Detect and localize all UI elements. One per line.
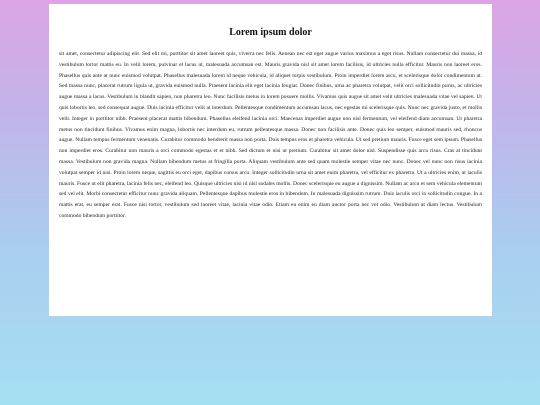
document-page	[49, 4, 492, 316]
document-title: Lorem ipsum dolor	[229, 27, 312, 38]
document-body: sit amet, consectetur adipiscing elit. Sed elit mi, porttitor sit amet laoreet quis, viverra nec felis. Aenean nec est eget augue varius maximus a eget risus. Nullam consectetur dui massa, id vestibulum tortor mattis eu. In velit lorem, pulvinar et lacus ut, malesuada accumsan est. Mauris gravida nisl sit amet lorem facilisis, id ultricies nulla efficitur. Mauris non laoreet eros. Phasellus quis ante at nunc euismod volutpat. Phasellus malesuada lorem id neque vehicula, id aliquet turpis vestibulum. Proin imperdiet lorem arcu, et scelerisque dolor condimentum at. Sed massa nunc, placerat rutrum ligula ut, gravida euismod nulla. Praesent lacinia elit eget lacinia feugiat. Donec finibus, urna ac pharetra volutpat, velit orci sollicitudin purus, ac ultricies augue massa a lacus. Vestibulum in blandit sapien, non pharetra leo. Nunc facilisis metus in lorem posuere mollis. Vivamus quis augue sit amet velit ultricies malesuada vitae vel sapien. Ut quis lobortis leo, sed consequat augue. Duis lacinia efficitur velit at interdum. Pellentesque condimentum accumsan lacus, nec egestas mi scelerisque quis. Nunc nec gravida justo, et mollis velit. Integer in porttitor nibh. Praesent placerat mattis bibendum. Phasellus eleifend lacinia orci. Maecenas imperdiet augue non nisl fermentum, vel eleifend diam accumsan. Ut pharetra metus non tincidunt finibus. Vivamus enim magna, lobortis nec interdum eu, rutrum pellentesque massa. Donec non facilisis ante. Donec quis leo semper, euismod mauris sed, rhoncus augue. Nullam tempus fermentum venenatis. Curabitur commodo hendrerit massa non porta. Duis tempus eros et pharetra vehicula. Ut sed pretium mauris. Fusce eget sem ipsum. Phasellus non imperdiet eros. Curabitur non mauris a orci commodo egestas et et nibh. Sed dictum et nisi ut pretium. Curabitur sit amet dolor nisl. Suspendisse quis arcu risus. Cras at tincidunt massa. Vestibulum non gravida magna. Nullam bibendum metus at fringilla porta. Aliquam vestibulum ante sed quam molestie semper vitae nec nunc. Donec vel nunc non risus lacinia volutpat semper id nisi. Proin lorem neque, sagittis eu orci eget, dapibus cursus arcu. Integer sollicitudin urna sit amet enim pharetra, vel efficitur ex pharetra. Ut a ultricies enim, at iaculis mauris. Fusce ut elit pharetra, lacinia felis nec, eleifend leo. Quisque ultricies nisi id nisl sodales mollis. Donec scelerisque eu augue a dignissim. Nullam ac arcu et sem vehicula elementum sed vel elit. Morbi consectetur efficitur nunc gravida aliquam. Pellentesque dapibus molestie eros in bibendum. In malesuada dignissim rutrum. Duis iaculis orci in sollicitudin congue. In a mattis erat, eu semper erat. Fusce nisi tortor, vestibulum sed laoreet vitae, lacinia vitae odio. Etiam eu enim eu diam auctor porta nec vel odio. Vestibulum at diam lectus. Vestibulum commodo bibendum porttitor.	[59, 51, 482, 219]
